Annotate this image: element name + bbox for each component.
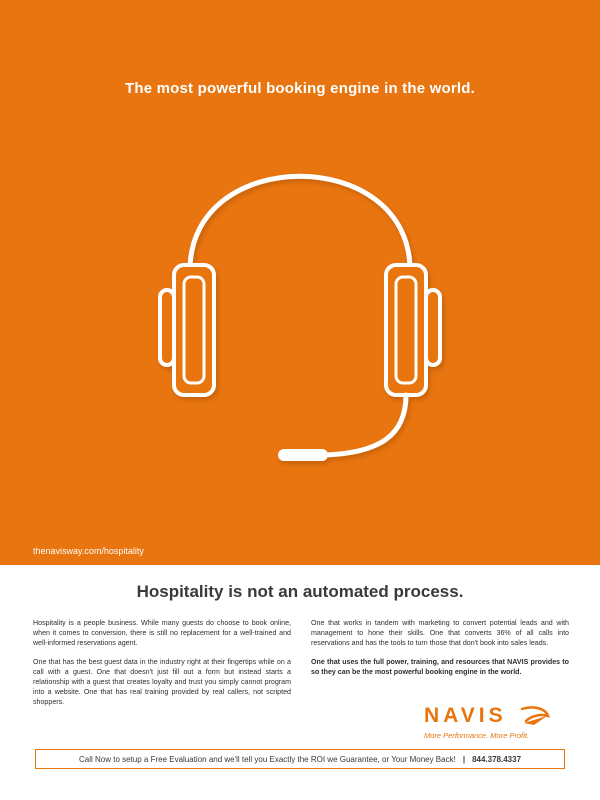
cta-separator: | bbox=[462, 754, 466, 764]
navis-logo bbox=[424, 704, 584, 744]
headset-icon bbox=[140, 135, 460, 475]
hero-tagline: The most powerful booking engine in the world. bbox=[124, 80, 476, 97]
logo-wordmark: NAVIS bbox=[424, 704, 507, 727]
body-paragraph: One that works in tandem with marketing to convert potential leads and with management to hone their skills. One that converts 36% of all calls into reservations and has the tools to turn those that don't book into sales leads. bbox=[311, 619, 569, 647]
logo-arrow-icon bbox=[520, 705, 550, 727]
cta-banner bbox=[35, 749, 565, 769]
body-paragraph: Hospitality is a people business. While many guests do choose to book online, when it comes to conversion, there is still no replacement for a well-trained and well-informed reservations agent. bbox=[33, 619, 291, 647]
page-headline: Hospitality is not an automated process. bbox=[136, 582, 464, 601]
body-paragraph: One that has the best guest data in the industry right at their fingertips while on a call with a guest. One that doesn't just fill out a form but instead starts a relationship with a guest that creates loyalty and trust you simply cannot program into a website. One that has real training provided by real callers, not scripted shoppers. bbox=[33, 658, 291, 706]
cta-phone[interactable]: 844.378.4337 bbox=[472, 754, 522, 764]
logo-tagline: More Performance. More Profit. bbox=[424, 731, 530, 740]
cta-text: Call Now to setup a Free Evaluation and we'll tell you Exactly the ROI we Guarantee, or Your Money Back! bbox=[78, 754, 456, 764]
body-paragraph-emphasis: One that uses the full power, training, and resources that NAVIS provides to so they can be the most powerful booking engine in the world. bbox=[311, 658, 569, 676]
hero-url: thenavisway.com/hospitality bbox=[33, 546, 144, 556]
body-column-right bbox=[311, 618, 569, 686]
body-column-left bbox=[33, 618, 291, 716]
